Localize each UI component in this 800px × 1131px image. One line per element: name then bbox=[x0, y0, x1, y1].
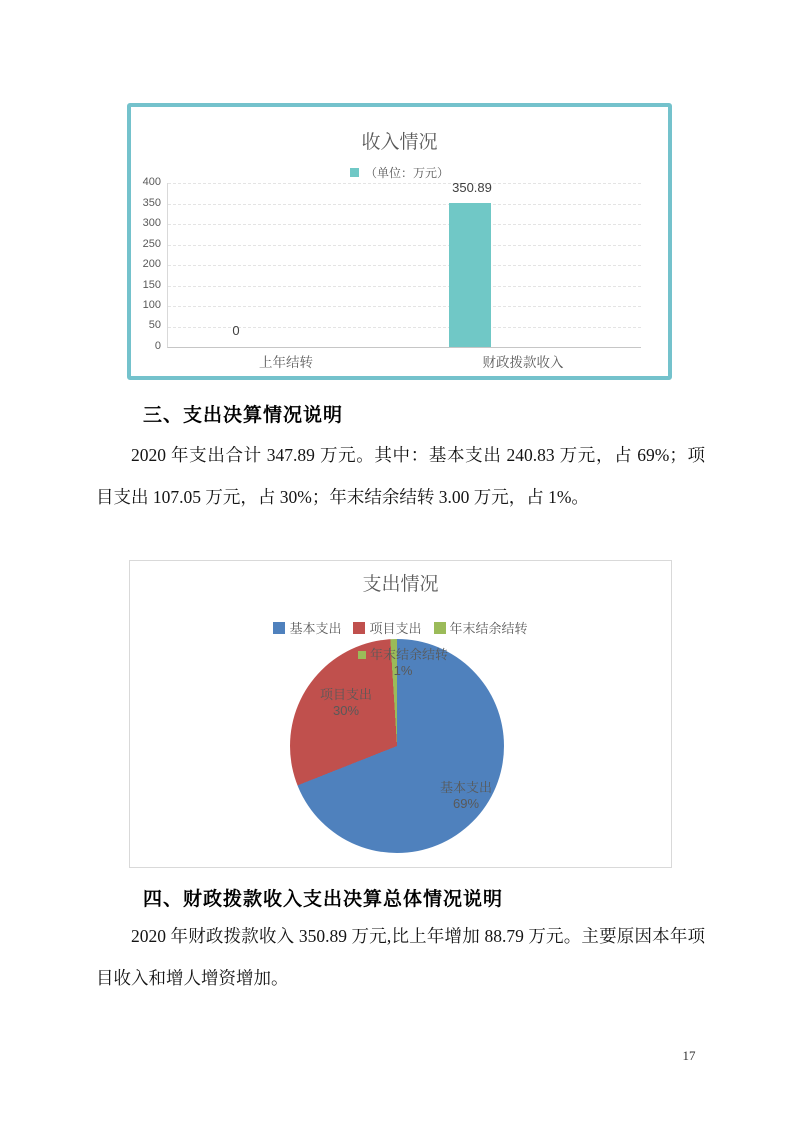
y-axis-tick: 250 bbox=[142, 238, 161, 250]
income-bar-chart-panel bbox=[127, 103, 672, 380]
legend-item-yearend bbox=[434, 618, 528, 637]
section-3-heading: 三、支出决算情况说明 bbox=[143, 405, 344, 426]
pie-label-yearend bbox=[318, 647, 488, 679]
legend-swatch-red-icon bbox=[353, 622, 365, 634]
legend-swatch-green-icon bbox=[434, 622, 446, 634]
pie-label-yearend-pct: 1% bbox=[393, 663, 413, 678]
y-axis-tick: 150 bbox=[142, 279, 161, 291]
gridline bbox=[168, 245, 641, 246]
legend-swatch-teal-icon bbox=[350, 168, 359, 177]
legend-swatch-blue-icon bbox=[273, 622, 285, 634]
y-axis-tick: 0 bbox=[154, 340, 161, 352]
expense-chart-legend bbox=[130, 618, 671, 637]
y-axis-tick: 200 bbox=[142, 258, 161, 270]
gridline bbox=[168, 183, 641, 184]
section-4-heading: 四、财政拨款收入支出决算总体情况说明 bbox=[143, 889, 504, 910]
gridline bbox=[168, 265, 641, 266]
legend-label-yearend: 年末结余结转 bbox=[449, 621, 528, 636]
legend-label-project: 项目支出 bbox=[369, 621, 422, 636]
pie-label-project-pct: 30% bbox=[332, 703, 360, 718]
y-axis-tick: 100 bbox=[142, 299, 161, 311]
legend-item-project bbox=[353, 618, 421, 637]
y-axis-tick: 400 bbox=[142, 176, 161, 188]
page-number: 17 bbox=[682, 1048, 696, 1063]
section-4-paragraph: 2020 年财政拨款收入 350.89 万元,比上年增加 88.79 万元。主要原因本年项目收入和增人增资增加。 bbox=[96, 926, 705, 988]
pie-label-basic-pct: 69% bbox=[452, 796, 480, 811]
section-3-paragraph: 2020 年支出合计 347.89 万元。其中：基本支出 240.83 万元，占 69%；项目支出 107.05 万元，占 30%；年末结余结转 3.00 万元，占 1%。 bbox=[96, 445, 705, 507]
bar-value-label-carryover: 0 bbox=[232, 323, 240, 338]
y-axis-tick: 300 bbox=[142, 217, 161, 229]
income-legend-label: （单位：万元） bbox=[364, 166, 449, 180]
expense-pie-chart-panel bbox=[129, 560, 672, 868]
pie-label-basic bbox=[406, 780, 526, 812]
pie-label-project-name: 项目支出 bbox=[319, 687, 372, 702]
pie-marker-green-icon bbox=[358, 651, 366, 659]
pie-label-basic-name: 基本支出 bbox=[439, 780, 492, 795]
income-chart-legend bbox=[131, 164, 668, 181]
x-axis-category-fiscal-income: 财政拨款收入 bbox=[482, 355, 564, 370]
gridline bbox=[168, 224, 641, 225]
legend-label-basic: 基本支出 bbox=[289, 621, 342, 636]
pie-label-project bbox=[286, 687, 406, 719]
plot-area bbox=[167, 180, 641, 370]
y-axis-tick: 350 bbox=[142, 197, 161, 209]
x-axis-category-carryover: 上年结转 bbox=[259, 355, 313, 370]
pie-label-yearend-name: 年末结余结转 bbox=[369, 647, 448, 662]
gridline bbox=[168, 306, 641, 307]
expense-chart-title: 支出情况 bbox=[362, 574, 439, 595]
pie-label-yearend-name-row bbox=[318, 647, 488, 663]
gridline bbox=[168, 286, 641, 287]
bar-value-label-fiscal-income: 350.89 bbox=[452, 180, 492, 195]
income-chart-title: 收入情况 bbox=[361, 132, 438, 153]
bar-fiscal-income bbox=[449, 203, 491, 347]
gridline bbox=[168, 204, 641, 205]
legend-item-basic bbox=[273, 618, 341, 637]
y-axis-tick: 50 bbox=[148, 319, 161, 331]
